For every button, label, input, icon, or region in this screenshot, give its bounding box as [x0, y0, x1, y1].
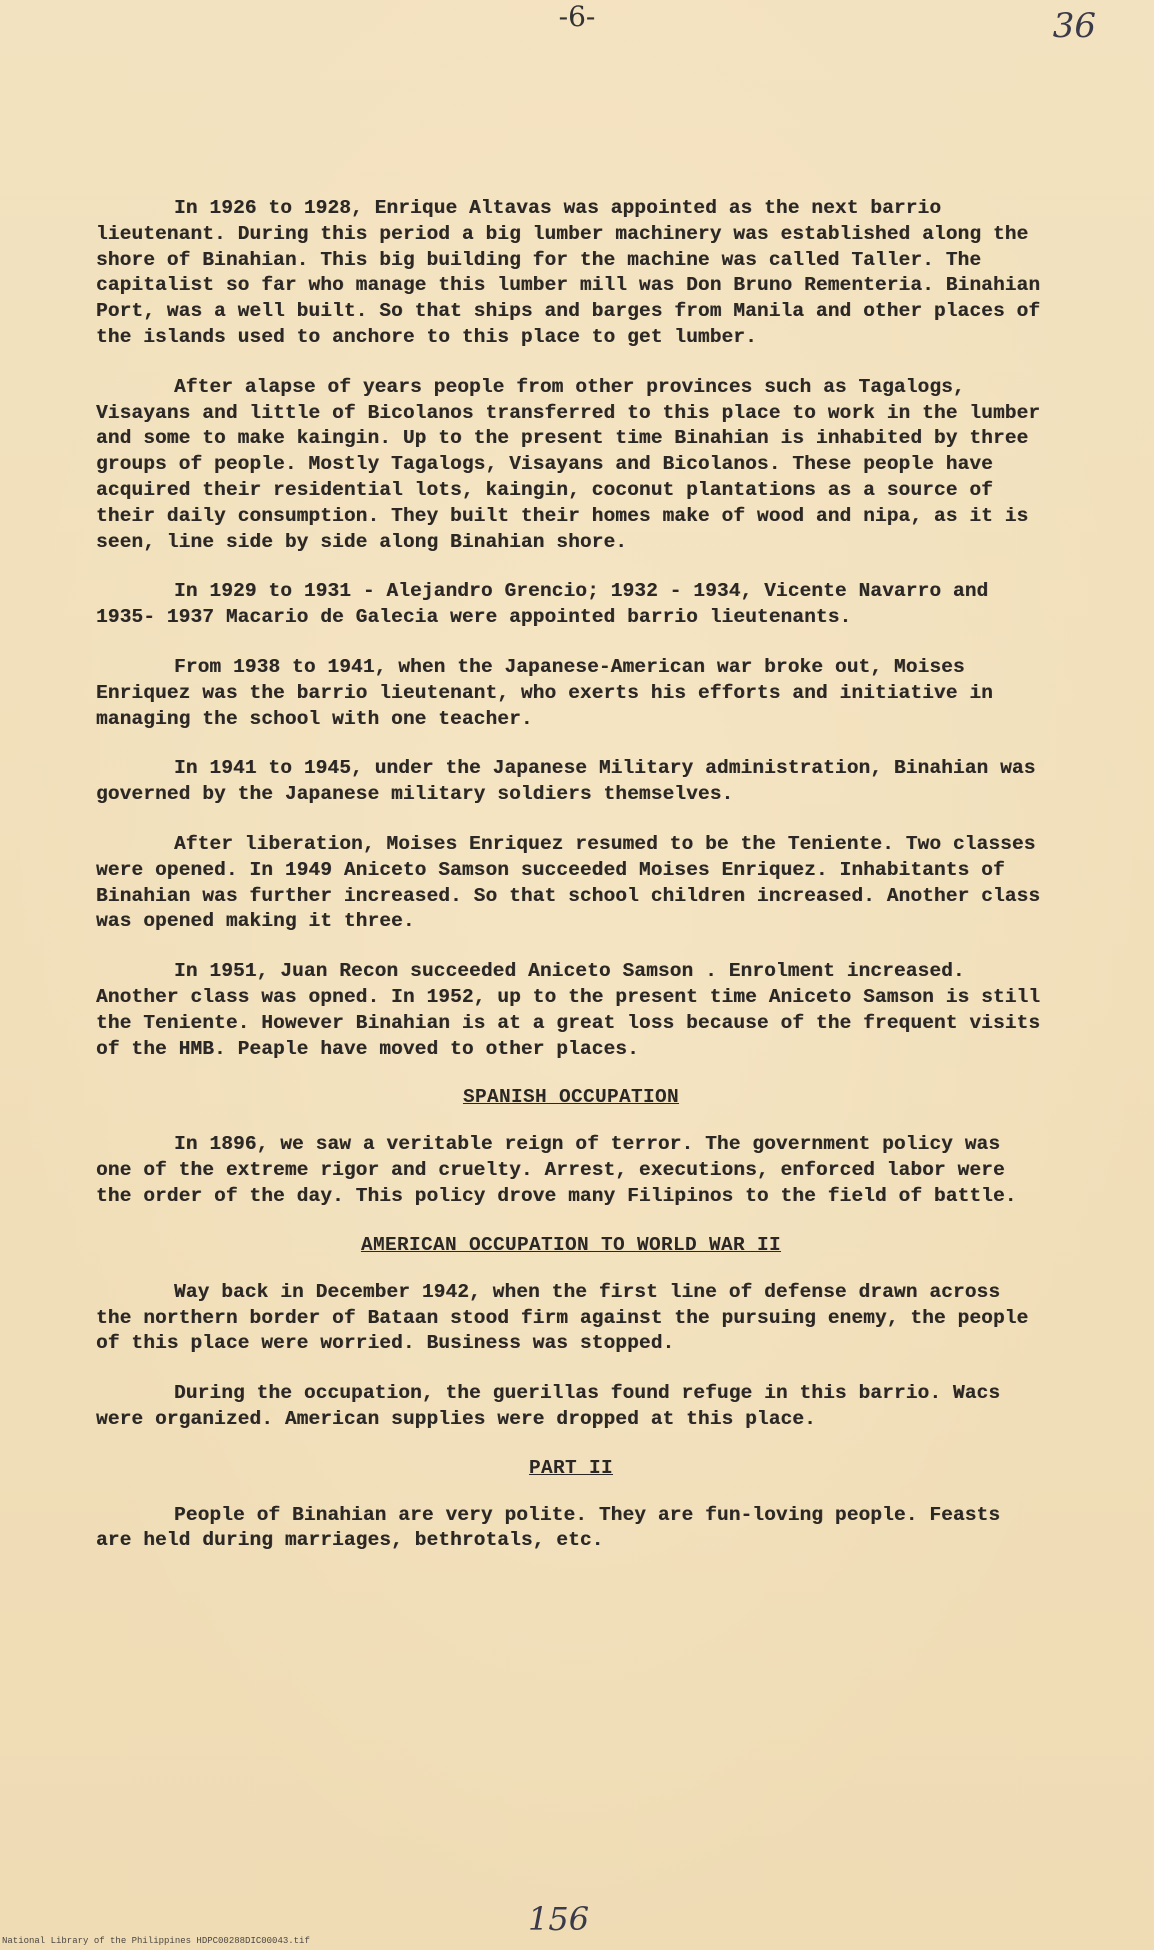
paragraph-lieutenants-1929: In 1929 to 1931 - Alejandro Grencio; 1932 - 1934, Vicente Navarro and 1935- 1937 Macario de Galecia were appointed barrio lieutenants. [96, 580, 989, 629]
typed-page-number: -6- [558, 0, 596, 33]
handwritten-page-number: 36 [1052, 6, 1096, 46]
handwritten-archive-number: 156 [528, 1900, 590, 1938]
section-heading-spanish-occupation: SPANISH OCCUPATION [462, 1086, 680, 1109]
section-heading-part-ii: PART II [528, 1456, 613, 1479]
paragraph-japanese-admin: In 1941 to 1945, under the Japanese Military administration, Binahian was governed by the Japanese military soldiers themselves. [96, 757, 1036, 806]
paragraph-lumber-mill: In 1926 to 1928, Enrique Altavas was appointed as the next barrio lieutenant. During this period a big lumber machinery was established along the shore of Binahian. This big building for the machine was called Taller. The capitalist so far who manage this lumber mill was Don Bruno Rementeria. Binahian Port, was a well built. So that ships and barges from Manila and other places of the islands used to anchore to this place to get lumber. [96, 197, 1041, 348]
paragraph-december-1942: Way back in December 1942, when the first line of defense drawn across the northern border of Bataan stood firm against the pursuing enemy, the people of this place were worried. Business was stopped. [96, 1280, 1029, 1355]
paragraph-guerillas: During the occupation, the guerillas found refuge in this barrio. Wacs were organized. American supplies were dropped at this place. [96, 1382, 1001, 1430]
document-body [96, 196, 1046, 1578]
paragraph-after-liberation: After liberation, Moises Enriquez resumed to be the Teniente. Two classes were opened. In 1949 Aniceto Samson succeeded Moises Enriquez. Inhabitants of Binahian was further increased. So that school children increased. Another class was opened making it three. [96, 832, 1041, 933]
paragraph-spanish-occupation: In 1896, we saw a veritable reign of terror. The government policy was one of the extreme rigor and cruelty. Arrest, executions, enforced labor were the order of the day. This policy drove many Filipinos to the field of battle. [96, 1133, 1017, 1207]
section-heading-american-occupation: AMERICAN OCCUPATION TO WORLD WAR II [360, 1233, 782, 1256]
paragraph-people-binahian: People of Binahian are very polite. They are fun-loving people. Feasts are held during marriages, bethrotals, etc. [96, 1503, 1001, 1552]
paragraph-inhabitants: After alapse of years people from other provinces such as Tagalogs, Visayans and little of Bicolanos transferred to this place to work in the lumber and some to make kaingin. Up to the present time Binahian is inhabited by three groups of people. Mostly Tagalogs, Visayans and Bicolanos. These people have acquired their residential lots, kaingin, coconut plantations as a source of their daily consumption. They built their homes make of wood and nipa, as it is seen, line side by side along Binahian shore. [96, 375, 1041, 553]
paragraph-lieutenant-1938: From 1938 to 1941, when the Japanese-American war broke out, Moises Enriquez was the barrio lieutenant, who exerts his efforts and initiative in managing the school with one teacher. [96, 655, 993, 730]
archive-footer-note: National Library of the Philippines HDPC00288DIC00043.tif [2, 1936, 310, 1946]
paragraph-1951: In 1951, Juan Recon succeeded Aniceto Samson . Enrolment increased. Another class was opned. In 1952, up to the present time Aniceto Samson is still the Teniente. However Binahian is at a great loss because of the frequent visits of the HMB. Peaple have moved to other places. [96, 960, 1041, 1060]
